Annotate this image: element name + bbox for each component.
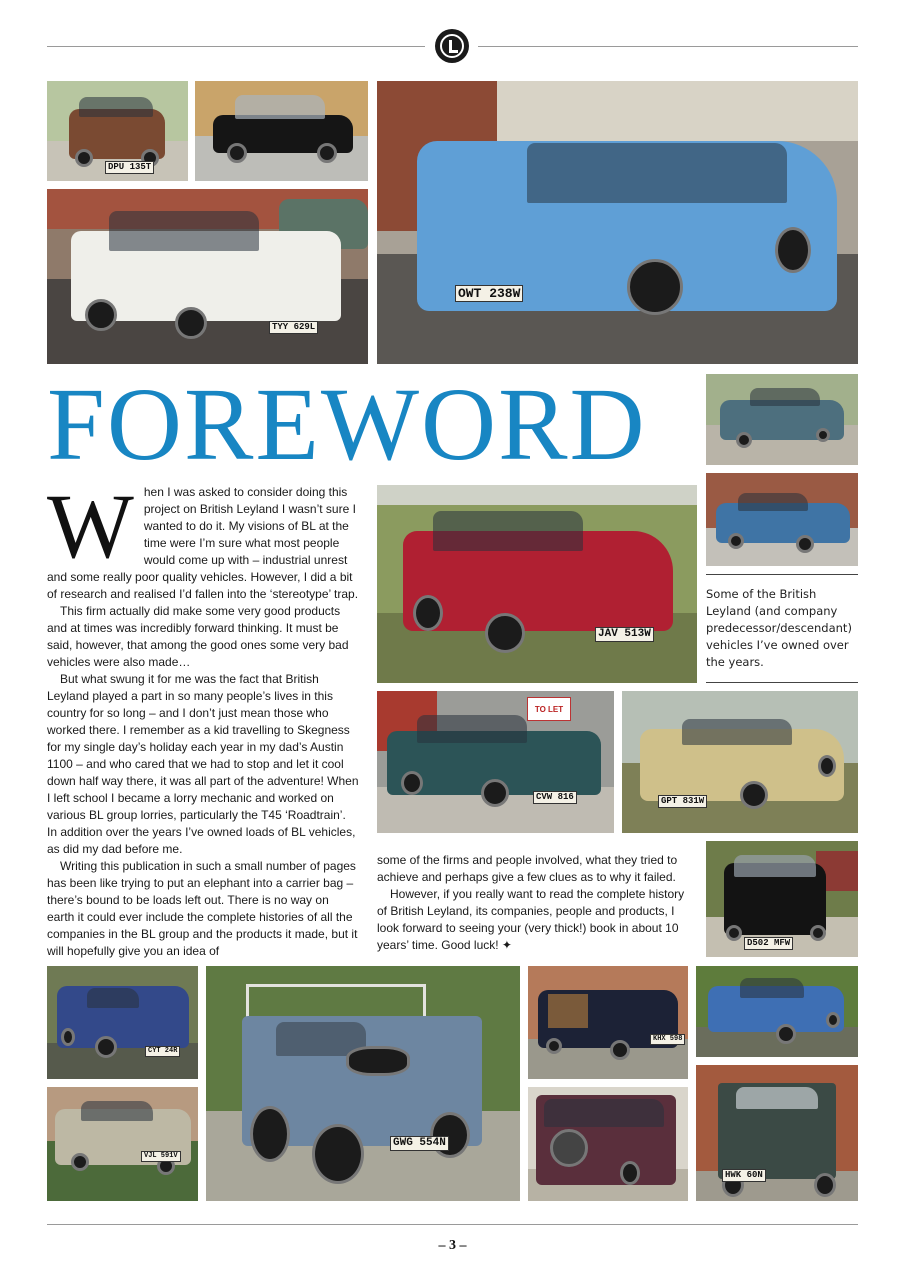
dropcap: W (47, 475, 134, 577)
plate-morris-minor: KHX 598 (650, 1034, 685, 1045)
article-paragraph: Writing this publication in such a small number of pages has been like trying to put an elephant into a carrier bag – there’s bound to be loads left out. There is no way on earth it could ever include the complete histories of all the companies in the BL group and the products it made, but it will hopefully give you an idea of (47, 859, 358, 958)
photo-princess-red (377, 485, 697, 683)
photo-triumph-2000-white (47, 189, 368, 364)
plate-triumph: TYY 629L (269, 321, 318, 334)
photo-land-rover-discovery (528, 1087, 688, 1201)
photo-rover-p6-green (377, 691, 614, 833)
plate-princess-beige: GPT 831W (658, 795, 707, 808)
article-paragraph: However, if you really want to read the complete history of British Leyland, its companies, people and products, I look forward to seeing your (very thick!) book in about 10 years’ time. Good luck! ✦ (377, 887, 685, 952)
sign-to-let: TO LET (527, 697, 571, 721)
photo-austin-allegro-blue (696, 966, 858, 1057)
caption-rule-top (706, 574, 858, 575)
article-paragraph: When I was asked to consider doing this project on British Leyland I wasn’t sure I wanted to do it. My visions of BL at the time were I’m sure what most people would come up with – industrial unrest and some really poor quality vehicles. However, I did a bit of research and realised I’d fallen into the ‘stereotype’ trap. (47, 475, 359, 601)
plate-princess-red: JAV 513W (595, 627, 654, 642)
page-title: FOREWORD (47, 367, 647, 482)
photo-land-rover-silver (696, 1065, 858, 1201)
photo-land-rover-blue (206, 966, 520, 1201)
photo-princess-blue (377, 81, 858, 364)
photo-caption: Some of the British Leyland (and company predecessor/descendant) vehicles I’ve owned over the years. (706, 587, 852, 669)
footer-rule (47, 1224, 858, 1225)
article-paragraph: But what swung it for me was the fact that British Leyland played a part in so many people’s lives in this country for so long – and I don’t just mean those who worked there. I remember as a kid travelling to Skegness for my single day’s holiday each year in my dad’s Austin 1100 – and who cared that we had to stop and let it cool down half way there, it was all part of the adventure! When I left school I became a lorry mechanic and worked on various BL group lorries, particularly the T45 ‘Roadtrain’. In addition over the years I’ve owned loads of BL vehicles, as did my dad before me. (47, 672, 359, 856)
plate-rover: CVW 816 (533, 791, 577, 804)
article-column-1 (47, 475, 359, 960)
plate-marina-van: CYT 24R (145, 1046, 180, 1057)
photo-marina-blue (706, 473, 858, 566)
photo-austin-1100-black (195, 81, 368, 181)
header-rule-right (478, 46, 858, 47)
plate-princess-blue: OWT 238W (455, 285, 523, 302)
photo-mini-brown (47, 81, 188, 181)
plate-maxi: VJL 591V (141, 1151, 181, 1162)
photo-maxi-silver (47, 1087, 198, 1201)
photo-princess-beige (622, 691, 858, 833)
photo-mini-black (706, 841, 858, 957)
photo-morris-minor-traveller (528, 966, 688, 1079)
page-number: – 3 – (438, 1238, 467, 1253)
article-column-2 (377, 852, 697, 954)
plate-land-rover-blue: GWG 554N (390, 1136, 449, 1151)
caption-rule-bottom (706, 682, 858, 683)
plate-mini: DPU 135T (105, 161, 154, 174)
photo-marina-van-blue (47, 966, 198, 1079)
photo-triumph-blue (706, 374, 858, 465)
article-paragraph: This firm actually did make some very good products and at times was incredibly forward thinking. It must be said, however, that among the good ones some very bad vehicles were also made… (47, 604, 349, 669)
plate-land-rover-silver: HWK 60N (722, 1169, 766, 1182)
header-rule-left (47, 46, 425, 47)
british-leyland-logo-icon (435, 29, 469, 63)
article-paragraph: some of the firms and people involved, what they tried to achieve and perhaps give a few clues as to why it failed. (377, 853, 678, 884)
plate-mini-black: D502 MFW (744, 937, 793, 950)
